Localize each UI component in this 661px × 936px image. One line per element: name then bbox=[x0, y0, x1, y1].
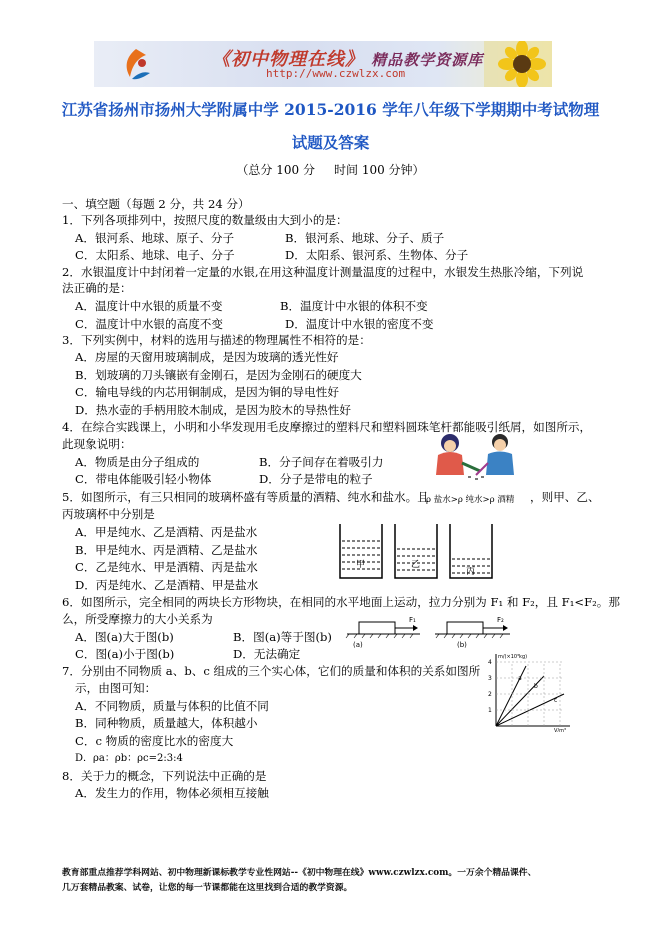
fig-label-b: (b) bbox=[457, 641, 467, 649]
question-7: 7．分别由不同物质 a、b、c 组成的三个实心体，它们的质量和体积的关系如图所 bbox=[62, 664, 481, 678]
footer-line-2: 几万套精品教案、试卷，让您的每一节课都能在这里找到合适的教学资源。 bbox=[62, 883, 353, 893]
question-5: 5．如图所示，有三只相同的玻璃杯盛有等质量的酒精、纯水和盐水。且 bbox=[62, 490, 429, 504]
q3-option-a: A．房屋的天窗用玻璃制成，是因为玻璃的透光性好 bbox=[75, 350, 339, 364]
banner-site-name: 《初中物理在线》 bbox=[212, 49, 364, 70]
q6-option-b: B．图(a)等于图(b) bbox=[233, 630, 332, 644]
q2-option-b: B．温度计中水银的体积不变 bbox=[280, 299, 428, 313]
q1-option-a: A．银河系、地球、原子、分子 bbox=[75, 231, 235, 245]
q2-option-a: A．温度计中水银的质量不变 bbox=[75, 299, 223, 313]
page-title-cont: 试题及答案 bbox=[291, 133, 370, 152]
q1-option-b: B．银河系、地球、分子、质子 bbox=[285, 231, 445, 245]
site-logo-icon bbox=[122, 47, 152, 81]
q5-density-relation: ρ 盐水>ρ 纯水>ρ 酒精 bbox=[426, 495, 515, 505]
q5-option-d: D．丙是纯水、乙是酒精、甲是盐水 bbox=[75, 578, 259, 592]
children-illustration bbox=[428, 431, 523, 483]
graph-line-b-label: b bbox=[534, 683, 538, 690]
mass-volume-graph bbox=[484, 650, 576, 732]
q6-option-a: A．图(a)大于图(b) bbox=[75, 630, 174, 644]
footer-line-1: 教育部重点推荐学科网站、初中物理新课标教学专业性网站--《初中物理在线》www.czwlzx.com。一万余个精品课件、 bbox=[62, 868, 537, 878]
q6-option-c: C．图(a)小于图(b) bbox=[75, 647, 175, 661]
force-label-f2: F₂ bbox=[497, 616, 504, 624]
cup-label-3: 丙 bbox=[466, 567, 476, 577]
graph-tick-2: 2 bbox=[488, 691, 492, 698]
graph-tick-1: 1 bbox=[488, 707, 492, 714]
question-4-cont: 此现象说明： bbox=[62, 437, 132, 451]
q2-option-d: D．温度计中水银的密度不变 bbox=[285, 317, 434, 331]
three-cups-figure bbox=[335, 521, 500, 581]
question-8: 8．关于力的概念，下列说法中正确的是 bbox=[62, 769, 267, 783]
q7-option-a: A．不同物质，质量与体积的比值不同 bbox=[75, 699, 269, 713]
q1-option-c: C．太阳系、地球、电子、分子 bbox=[75, 248, 235, 262]
graph-tick-3: 3 bbox=[488, 675, 492, 682]
cup-label-2: 乙 bbox=[411, 560, 421, 570]
question-4: 4．在综合实践课上，小明和小华发现用毛皮摩擦过的塑料尺和塑料圆珠笔杆都能吸引纸屑，如图所示， bbox=[62, 420, 592, 434]
q6-option-d: D．无法确定 bbox=[233, 647, 301, 661]
question-7-cont: 示，由图可知： bbox=[75, 681, 157, 695]
graph-x-label: V/m³ bbox=[554, 728, 566, 732]
question-6: 6．如图所示，完全相同的两块长方形物块，在相同的水平地面上运动，拉力分别为 F₁ 和 F₂，且 F₁<F₂。那 bbox=[62, 595, 620, 609]
question-6-cont: 么，所受摩擦力的大小关系为 bbox=[62, 612, 213, 626]
banner-url: http://www.czwlzx.com bbox=[266, 67, 406, 80]
q4-option-b: B．分子间存在着吸引力 bbox=[259, 455, 384, 469]
q2-option-c: C．温度计中水银的高度不变 bbox=[75, 317, 223, 331]
graph-line-a-label: a bbox=[518, 675, 522, 682]
banner-subtitle: 精品教学资源库 bbox=[371, 51, 484, 69]
q5-option-b: B．甲是纯水、丙是酒精、乙是盐水 bbox=[75, 543, 258, 557]
force-label-f1: F₁ bbox=[409, 616, 416, 624]
q3-option-c: C．输电导线的内芯用铜制成，是因为铜的导电性好 bbox=[75, 385, 339, 399]
q7-option-d: D．ρa：ρb：ρc=2:3:4 bbox=[75, 753, 183, 764]
graph-line-c-label: c bbox=[554, 697, 558, 704]
graph-y-label: m/(×10³kg) bbox=[498, 654, 528, 660]
q7-option-b: B．同种物质，质量越大，体积越小 bbox=[75, 716, 258, 730]
q3-option-b: B．划玻璃的刀头镶嵌有金刚石，是因为金刚石的硬度大 bbox=[75, 368, 362, 382]
q4-option-d: D．分子是带电的粒子 bbox=[259, 472, 373, 486]
q3-option-d: D．热水壶的手柄用胶木制成，是因为胶木的导热性好 bbox=[75, 403, 351, 417]
fig-label-a: (a) bbox=[353, 641, 363, 649]
q1-option-d: D．太阳系、银河系、生物体、分子 bbox=[285, 248, 469, 262]
q8-option-a: A．发生力的作用，物体必须相互接触 bbox=[75, 786, 269, 800]
section-heading: 一、填空题（每题 2 分，共 24 分） bbox=[62, 197, 250, 211]
question-5-cont: 丙玻璃杯中分别是 bbox=[62, 507, 155, 521]
page-title: 江苏省扬州市扬州大学附属中学 2015-2016 学年八年级下学期期中考试物理 bbox=[61, 100, 600, 119]
question-2-cont: 法正确的是： bbox=[62, 281, 132, 295]
q5-option-c: C．乙是纯水、甲是酒精、丙是盐水 bbox=[75, 560, 258, 574]
question-1: 1．下列各项排列中，按照尺度的数量级由大到小的是： bbox=[62, 213, 348, 227]
cup-label-1: 甲 bbox=[356, 560, 366, 570]
header-banner bbox=[94, 41, 552, 87]
blocks-figure bbox=[345, 610, 515, 650]
q4-option-c: C．带电体能吸引轻小物体 bbox=[75, 472, 212, 486]
question-2: 2．水银温度计中封闭着一定量的水银,在用这种温度计测量温度的过程中，水银发生热胀冷缩，下列说 bbox=[62, 265, 584, 279]
q4-option-a: A．物质是由分子组成的 bbox=[75, 455, 200, 469]
q7-option-c: C．c 物质的密度比水的密度大 bbox=[75, 734, 234, 748]
question-5-tail: ，则甲、乙、 bbox=[530, 490, 600, 504]
question-3: 3．下列实例中，材料的选用与描述的物理属性不相符的是： bbox=[62, 333, 371, 347]
q5-option-a: A．甲是纯水、乙是酒精、丙是盐水 bbox=[75, 525, 258, 539]
sunflower-icon bbox=[484, 41, 552, 87]
exam-meta: （总分 100 分 时间 100 分钟） bbox=[236, 163, 425, 177]
graph-tick-4: 4 bbox=[488, 659, 492, 666]
